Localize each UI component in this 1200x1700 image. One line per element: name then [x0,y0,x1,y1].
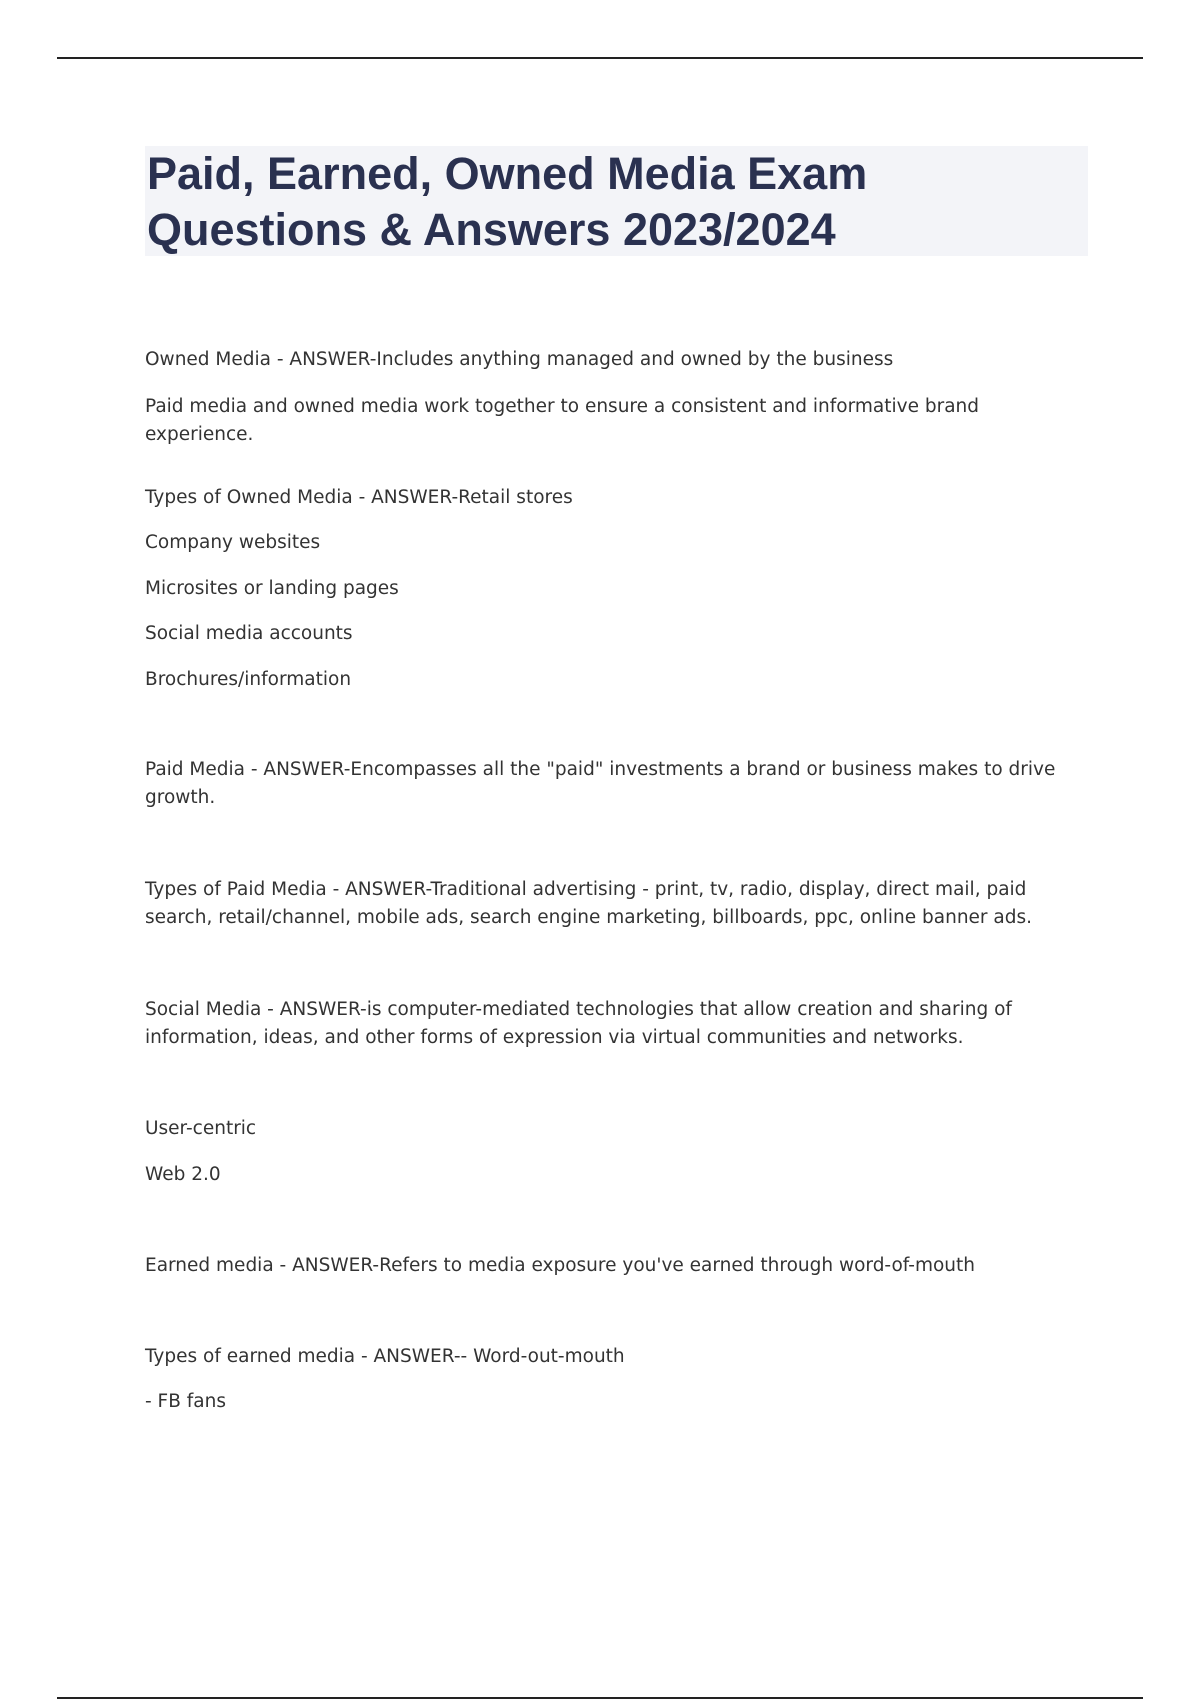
entry-types-owned-media: Types of Owned Media - ANSWER-Retail stores [145,487,573,508]
title-line-1: Paid, Earned, Owned Media Exam [147,148,868,199]
entry-types-paid-media: Types of Paid Media - ANSWER-Traditional advertising - print, tv, radio, display, direct mail, paid search, retail/channel, mobile ads, search engine marketing, billboards, ppc, online banner ads. [145,879,1033,928]
entry-types-earned-media: Types of earned media - ANSWER-- Word-out-mouth [145,1346,625,1367]
entry-owned-media: Owned Media - ANSWER-Includes anything managed and owned by the business [145,349,894,370]
list-item: - FB fans [145,1391,226,1412]
title-line-2: Questions & Answers 2023/2024 [147,204,836,255]
footer-rule [57,1697,1143,1699]
list-item: Microsites or landing pages [145,578,399,599]
list-item: Company websites [145,532,321,553]
list-item: Social media accounts [145,623,353,644]
document-title [147,146,1087,258]
header-rule [57,57,1143,59]
entry-earned-media: Earned media - ANSWER-Refers to media exposure you've earned through word-of-mouth [145,1255,975,1276]
list-item: Web 2.0 [145,1164,221,1185]
entry-paid-media: Paid Media - ANSWER-Encompasses all the "paid" investments a brand or business makes to drive growth. [145,759,1056,808]
entry-owned-media-note: Paid media and owned media work together to ensure a consistent and informative brand experience. [145,396,979,445]
list-item: Brochures/information [145,669,352,690]
entry-social-media: Social Media - ANSWER-is computer-mediated technologies that allow creation and sharing of information, ideas, and other forms of expression via virtual communities and networks. [145,999,1012,1048]
list-item: User-centric [145,1118,257,1139]
